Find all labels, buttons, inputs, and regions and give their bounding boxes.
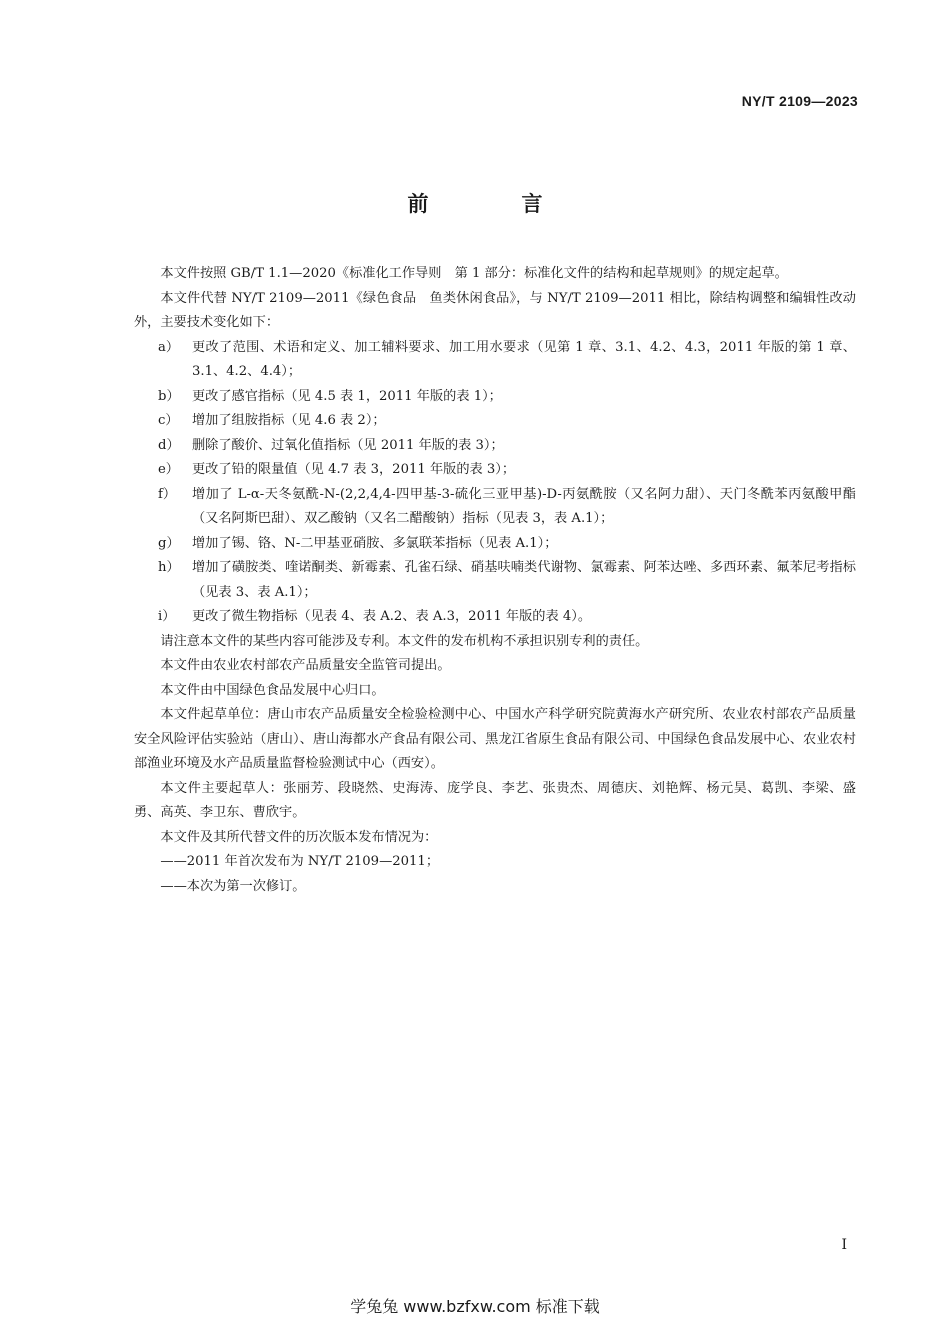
list-item	[134, 532, 856, 557]
paragraph-replacement: 本文件代替 NY/T 2109—2011《绿色食品 鱼类休闲食品》，与 NY/T 2109—2011 相比，除结构调整和编辑性改动外，主要技术变化如下：	[134, 290, 856, 330]
list-marker: g）	[158, 535, 180, 551]
list-marker: a）	[158, 339, 180, 355]
list-marker: d）	[158, 437, 180, 453]
paragraph-centralized: 本文件由中国绿色食品发展中心归口。	[160, 682, 385, 698]
standard-code: NY/T 2109—2023	[741, 93, 858, 109]
list-marker: f）	[158, 486, 177, 502]
list-marker: c）	[158, 413, 179, 428]
list-text: 增加了锡、铬、N-二甲基亚硝胺、多氯联苯指标（见表 A.1）；	[192, 535, 558, 551]
list-text: 更改了感官指标（见 4.5 表 1，2011 年版的表 1）；	[192, 388, 502, 404]
history-item: ——本次为第一次修订。	[160, 878, 306, 894]
list-item	[134, 409, 856, 434]
footer-watermark: 学兔兔 www.bzfxw.com 标准下载	[350, 1297, 600, 1316]
list-item	[134, 605, 856, 630]
list-marker: b）	[158, 388, 180, 404]
paragraph-drafting-units: 本文件起草单位：唐山市农产品质量安全检验检测中心、中国水产科学研究院黄海水产研究所、农业农村部农产品质量安全风险评估实验站（唐山）、唐山海都水产食品有限公司、黑龙江省原生食品有限公司、中国绿色食品发展中心、农业农村部渔业环境及水产品质量监督检验测试中心（西安）。	[134, 707, 856, 771]
paragraph-history-intro: 本文件及其所代替文件的历次版本发布情况为：	[160, 829, 438, 845]
paragraph-drafters: 本文件主要起草人：张丽芳、段晓然、史海涛、庞学良、李艺、张贵杰、周德庆、刘艳辉、杨元昊、葛凯、李梁、盛勇、高英、李卫东、曹欣宇。	[134, 780, 856, 820]
list-text: 更改了微生物指标（见表 4、表 A.2、表 A.3，2011 年版的表 4）。	[192, 609, 592, 624]
list-marker: i）	[158, 609, 176, 624]
list-item	[134, 556, 856, 605]
page-number: I	[841, 1237, 847, 1253]
list-marker: h）	[158, 560, 180, 575]
page-title: 前 言	[407, 192, 579, 216]
list-text: 增加了 L-α-天冬氨酰-N-(2,2,4,4-四甲基-3-硫化三亚甲基)-D-丙氨酰胺（又名阿力甜）、天门冬酰苯丙氨酸甲酯（又名阿斯巴甜）、双乙酸钠（又名二醋酸钠）指标（见表 3，表 A.1）；	[192, 486, 856, 526]
list-item	[134, 336, 856, 385]
list-item	[134, 458, 856, 483]
history-item: ——2011 年首次发布为 NY/T 2109—2011；	[160, 854, 440, 869]
paragraph-drafting-rules: 本文件按照 GB/T 1.1—2020《标准化工作导则 第 1 部分：标准化文件的结构和起草规则》的规定起草。	[160, 266, 788, 281]
changes-list	[134, 336, 856, 630]
list-item	[134, 483, 856, 532]
list-item	[134, 385, 856, 410]
document-body	[134, 262, 856, 899]
list-marker: e）	[158, 462, 179, 477]
list-text: 删除了酸价、过氧化值指标（见 2011 年版的表 3）；	[192, 437, 504, 453]
paragraph-patent-notice: 请注意本文件的某些内容可能涉及专利。本文件的发布机构不承担识别专利的责任。	[160, 633, 649, 649]
list-text: 更改了铅的限量值（见 4.7 表 3，2011 年版的表 3）；	[192, 462, 516, 477]
list-text: 增加了组胺指标（见 4.6 表 2）；	[192, 413, 386, 428]
list-text: 更改了范围、术语和定义、加工辅料要求、加工用水要求（见第 1 章、3.1、4.2、4.3，2011 年版的第 1 章、3.1、4.2、4.4）；	[192, 339, 856, 379]
list-item	[134, 434, 856, 459]
paragraph-proposer: 本文件由农业农村部农产品质量安全监管司提出。	[160, 658, 451, 673]
list-text: 增加了磺胺类、喹诺酮类、新霉素、孔雀石绿、硝基呋喃类代谢物、氯霉素、阿苯达唑、多西环素、氟苯尼考指标（见表 3、表 A.1）；	[192, 560, 856, 600]
